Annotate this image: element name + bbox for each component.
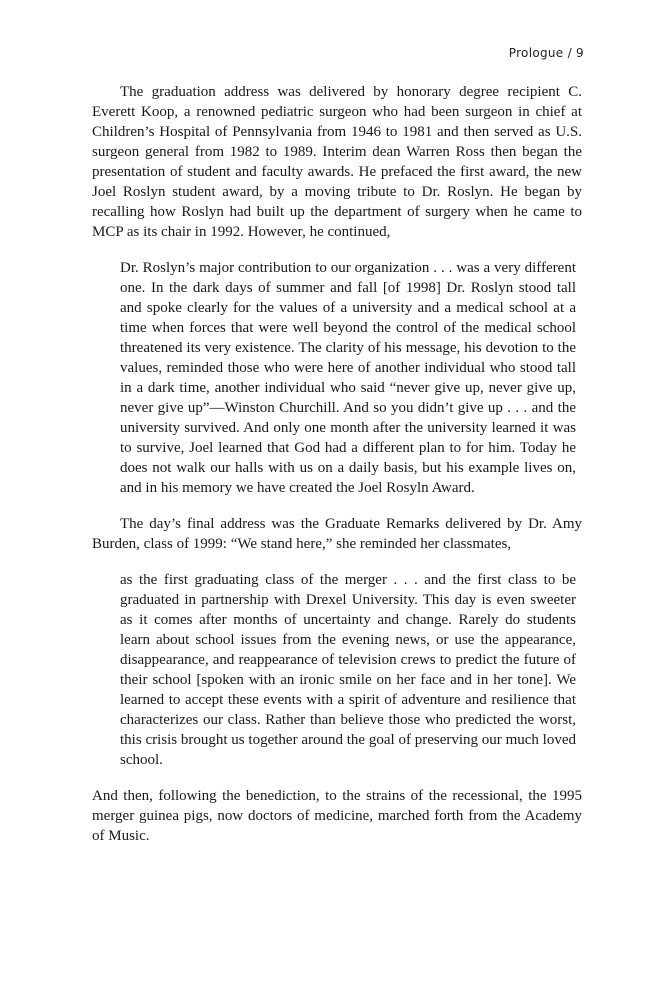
paragraph-closing: And then, following the benediction, to the strains of the recessional, the 1995 merger guinea pigs, now doctors of medicine, marched forth from the Academy of Music. bbox=[92, 788, 582, 844]
block-quote-burden-remarks: as the first graduating class of the merger . . . and the first class to be graduated in partnership with Drexel University. This day is even sweeter as it comes after months of uncertainty and change. Rarely do students learn about school issues from the evening news, or use the appearance, disappearance, and reappearance of television crews to predict the future of their school [spoken with an ironic smile on her face and in her tone]. We learned to accept these events with a spirit of adventure and resilience that characterizes our class. Rather than believe those who predicted the worst, this crisis brought us together around the goal of preserving our much loved school. bbox=[120, 572, 576, 768]
paragraph-graduate-remarks: The day’s final address was the Graduate Remarks delivered by Dr. Amy Burden, class of 1999: “We stand here,” she reminded her classmates, bbox=[92, 516, 582, 552]
paragraph-graduation-address: The graduation address was delivered by honorary degree recipient C. Everett Koop, a renowned pediatric surgeon who had been surgeon in chief at Children’s Hospital of Pennsylvania from 1946 to 1981 and then served as U.S. surgeon general from 1982 to 1989. Interim dean Warren Ross then began the presentation of student and faculty awards. He prefaced the first award, the new Joel Roslyn student award, by a moving tribute to Dr. Roslyn. He began by recalling how Roslyn had built up the department of surgery when he came to MCP as its chair in 1992. However, he continued, bbox=[92, 84, 582, 240]
block-quote-ross-tribute: Dr. Roslyn’s major contribution to our organization . . . was a very different one. In the dark days of summer and fall [of 1998] Dr. Roslyn stood tall and spoke clearly for the values of a university and a medical school at a time when forces that were well beyond the control of the medical school threatened its very existence. The clarity of his message, his devotion to the values, reminded those who were here of another individual who stood tall in a dark time, another individual who said “never give up, never give up, never give up”—Winston Churchill. And so you didn’t give up . . . and the university survived. And only one month after the university learned it was to survive, Joel learned that God had a different plan to for him. Today he does not walk our halls with us on a daily basis, but his example lives on, and in his memory we have created the Joel Rosyln Award. bbox=[120, 260, 576, 496]
page-body bbox=[92, 82, 582, 846]
running-head: Prologue / 9 bbox=[508, 46, 584, 60]
